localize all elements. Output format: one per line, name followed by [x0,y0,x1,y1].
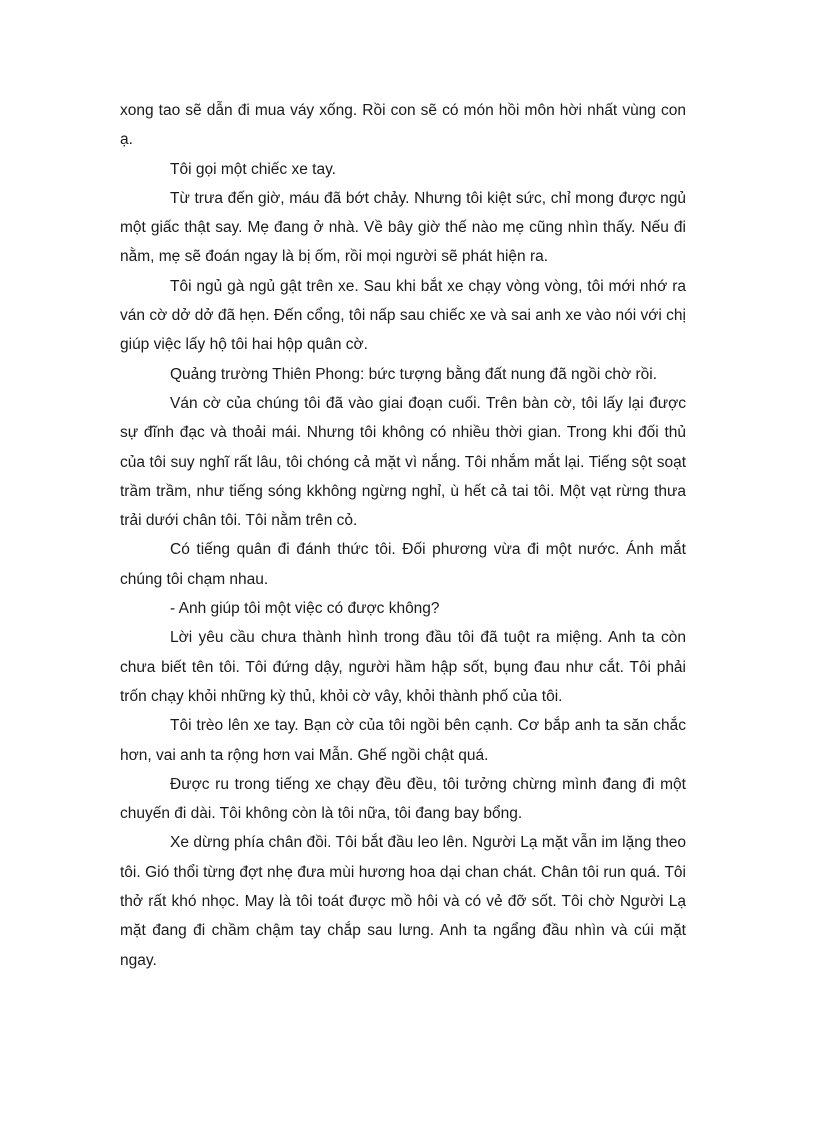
paragraph-9: Lời yêu cầu chưa thành hình trong đầu tôi đã tuột ra miệng. Anh ta còn chưa biết tên tôi. Tôi đứng dậy, người hầm hập sốt, bụng đau như cắt. Tôi phải trốn chạy khỏi những kỳ thủ, khỏi cờ vây, khỏi thành phố của tôi. [120,629,686,705]
paragraph-3: Từ trưa đến giờ, máu đã bớt chảy. Nhưng tôi kiệt sức, chỉ mong được ngủ một giấc thật say. Mẹ đang ở nhà. Về bây giờ thế nào mẹ cũng nhìn thấy. Nếu đi nằm, mẹ sẽ đoán ngay là bị ốm, rồi mọi người sẽ phát hiện ra. [120,189,686,266]
paragraph-10: Tôi trèo lên xe tay. Bạn cờ của tôi ngồi bên cạnh. Cơ bắp anh ta săn chắc hơn, vai anh ta rộng hơn vai Mẫn. Ghế ngồi chật quá. [120,717,686,764]
paragraph-1: xong tao sẽ dẫn đi mua váy xống. Rồi con sẽ có món hồi môn hời nhất vùng con ạ. [120,102,686,149]
paragraph-12: Xe dừng phía chân đồi. Tôi bắt đầu leo lên. Người Lạ mặt vẫn im lặng theo tôi. Gió thổi từng đợt nhẹ đưa mùi hương hoa dại chan chát. Chân tôi run quá. Tôi thở rất khó nhọc. May là tôi toát được mồ hôi và có vẻ đỡ sốt. Tôi chờ Người Lạ mặt đang đi chầm chậm tay chắp sau lưng. Anh ta ngẩng đầu nhìn và cúi mặt ngay. [120,834,686,969]
paragraph-11: Được ru trong tiếng xe chạy đều đều, tôi tưởng chừng mình đang đi một chuyến đi dài. Tôi không còn là tôi nữa, tôi đang bay bổng. [120,775,686,823]
paragraph-2: Tôi gọi một chiếc xe tay. [170,160,336,178]
paragraph-6: Ván cờ của chúng tôi đã vào giai đoạn cuối. Trên bàn cờ, tôi lấy lại được sự đĩnh đạc và thoải mái. Nhưng tôi không có nhiều thời gian. Trong khi đối thủ của tôi suy nghĩ rất lâu, tôi chóng cả mặt vì nắng. Tôi nhắm mắt lại. Tiếng sột soạt trầm trầm, như tiếng sóng kkhông ngừng nghỉ, ù hết cả tai tôi. Một vạt rừng thưa trải dưới chân tôi. Tôi nằm trên cỏ. [120,394,686,530]
paragraph-8-dialogue: - Anh giúp tôi một việc có được không? [170,600,440,618]
document-page [120,96,686,975]
paragraph-7: Có tiếng quân đi đánh thức tôi. Đối phương vừa đi một nước. Ánh mắt chúng tôi chạm nhau. [120,541,686,588]
paragraph-4: Tôi ngủ gà ngủ gật trên xe. Sau khi bắt xe chạy vòng vòng, tôi mới nhớ ra ván cờ dở dở đã hẹn. Đến cổng, tôi nấp sau chiếc xe và sai anh xe vào nói với chị giúp việc lấy hộ tôi hai hộp quân cờ. [120,277,686,354]
paragraph-5: Quảng trường Thiên Phong: bức tượng bằng đất nung đã ngồi chờ rồi. [170,365,658,383]
